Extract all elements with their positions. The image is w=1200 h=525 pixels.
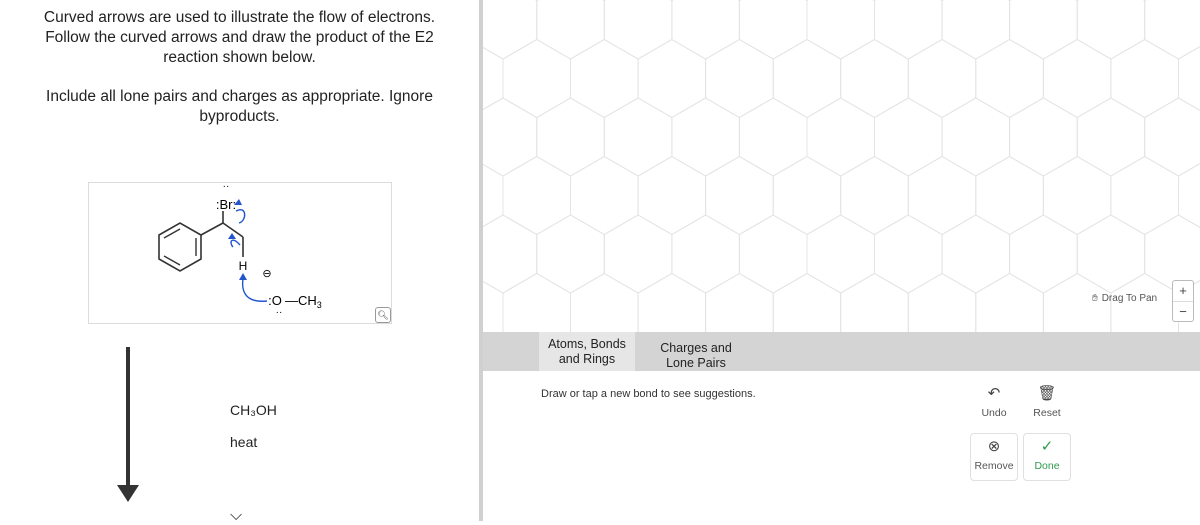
reset-label: Reset bbox=[1024, 407, 1070, 419]
zoom-out-button[interactable]: − bbox=[1173, 301, 1193, 322]
question-panel bbox=[0, 0, 479, 521]
reaction-arrow-head bbox=[117, 485, 139, 502]
hand-icon: ✋︎ bbox=[1092, 293, 1098, 304]
drag-to-pan[interactable] bbox=[1092, 293, 1157, 304]
undo-arrow-icon: ↶ bbox=[971, 381, 1017, 407]
o-lone-pair-dots: ·· bbox=[276, 307, 283, 318]
remove-label: Remove bbox=[971, 460, 1017, 472]
circle-x-icon: ⊗ bbox=[971, 434, 1017, 460]
br-lone-pair-dots: ·· bbox=[223, 183, 230, 192]
suggestion-hint: Draw or tap a new bond to see suggestions. bbox=[541, 388, 756, 400]
circle-check-icon: ✓ bbox=[1024, 434, 1070, 460]
trash-icon: 🗑︎ bbox=[1024, 381, 1070, 407]
curved-arrow-br bbox=[236, 210, 245, 223]
condition-heat: heat bbox=[230, 434, 257, 450]
magnifier-icon[interactable]: 🔍︎ bbox=[375, 307, 391, 323]
question-text-1: Curved arrows are used to illustrate the flow of electrons. Follow the curved arrows and draw the product of the E2 reaction shown below. bbox=[0, 8, 479, 68]
drawing-canvas[interactable] bbox=[483, 0, 1200, 332]
undo-button[interactable] bbox=[971, 381, 1017, 427]
h-label: H bbox=[239, 259, 248, 273]
reaction-arrow bbox=[126, 347, 130, 487]
reactant-structure bbox=[89, 183, 391, 323]
tab-charges-lone-pairs[interactable]: Charges and Lone Pairs bbox=[649, 332, 743, 371]
tool-tabs bbox=[483, 332, 1200, 371]
tab-atoms-bonds-rings[interactable]: Atoms, Bonds and Rings bbox=[539, 332, 635, 371]
ch3-label: $—CH_3$ bbox=[285, 293, 322, 310]
zoom-in-button[interactable]: + bbox=[1173, 281, 1193, 301]
done-label: Done bbox=[1024, 460, 1070, 472]
zoom-control bbox=[1172, 280, 1194, 322]
remove-button[interactable] bbox=[970, 433, 1018, 481]
reset-button[interactable] bbox=[1024, 381, 1070, 427]
benzene-ring bbox=[159, 223, 201, 271]
o-charge: ⊖ bbox=[262, 268, 271, 280]
curved-arrow-base bbox=[243, 279, 267, 301]
o-label: :O bbox=[268, 293, 282, 308]
br-label: :Br: bbox=[216, 197, 236, 212]
reactant-structure-box bbox=[88, 182, 392, 324]
done-button[interactable] bbox=[1023, 433, 1071, 481]
condition-solvent: CH₃OH bbox=[230, 402, 277, 418]
drag-to-pan-label: Drag To Pan bbox=[1102, 293, 1157, 304]
undo-label: Undo bbox=[971, 407, 1017, 419]
question-text-2: Include all lone pairs and charges as appropriate. Ignore byproducts. bbox=[0, 87, 479, 127]
hex-grid bbox=[483, 0, 1200, 332]
chevron-down-icon: ⌵ bbox=[230, 507, 242, 525]
curved-arrow-ch bbox=[231, 240, 240, 247]
